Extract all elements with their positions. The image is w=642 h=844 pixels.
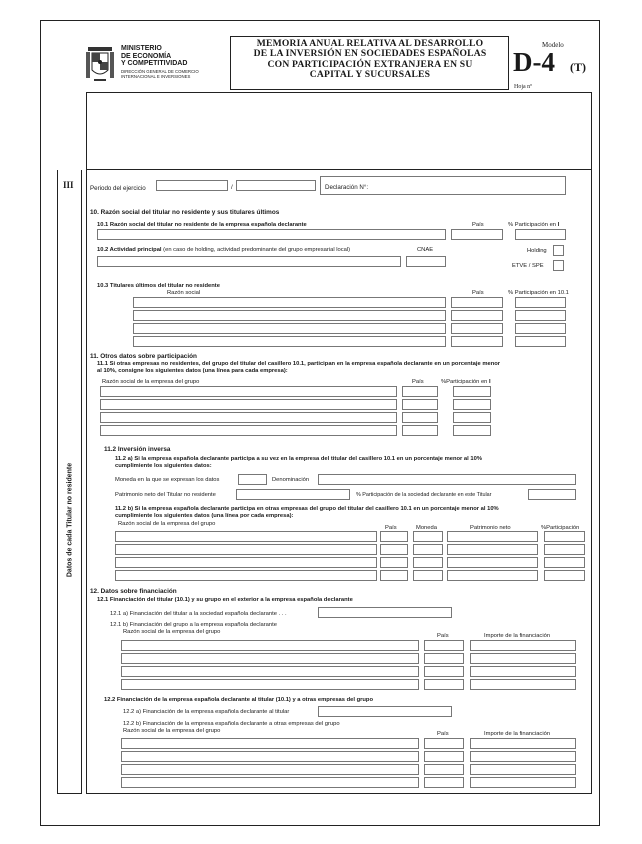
periodo-separator: / <box>231 184 233 191</box>
s103-row-pct-input[interactable] <box>515 297 566 308</box>
s122b-row-razon-input[interactable] <box>121 777 419 788</box>
s103-row-pct-input[interactable] <box>515 323 566 334</box>
s103-row-razon-input[interactable] <box>133 297 446 308</box>
s121b-row-razon-input[interactable] <box>121 640 419 651</box>
etve-label: ETVE / SPE <box>512 263 544 269</box>
s103-row-pct-input[interactable] <box>515 336 566 347</box>
periodo-end-input[interactable] <box>236 180 316 191</box>
s121b-row-importe-input[interactable] <box>470 679 576 690</box>
s111-razon-header: Razón social de la empresa del grupo <box>102 379 200 385</box>
section-number: III <box>63 180 74 190</box>
s103-row-razon-input[interactable] <box>133 323 446 334</box>
s121b-row-importe-input[interactable] <box>470 653 576 664</box>
s101-label: 10.1 Razón social del titular no residente de la empresa española declarante <box>97 222 307 228</box>
s103-row-pais-input[interactable] <box>451 323 503 334</box>
s101-pais-input[interactable] <box>451 229 503 240</box>
s10-title: 10. Razón social del titular no residente y sus titulares últimos <box>90 209 280 216</box>
s121b-importe-header: Importe de la financiación <box>484 633 551 639</box>
cnae-label: CNAE <box>417 247 434 253</box>
s112b-row-pais-input[interactable] <box>380 531 408 542</box>
s122b-razon-header: Razón social de la empresa del grupo <box>123 728 221 734</box>
s112b-row-patrimonio-input[interactable] <box>447 544 538 555</box>
ministry-name <box>121 45 199 79</box>
s112b-row-pct-input[interactable] <box>544 544 585 555</box>
s112b-razon-header: Razón social de la empresa del grupo <box>118 521 216 527</box>
s103-row-pais-input[interactable] <box>451 297 503 308</box>
s112b-line-1: 11.2 b) Si la empresa española declarante participa en otras empresas del grupo del titular del casillero 10.1 en un porcentaje menor al 10% <box>115 506 499 512</box>
s11-title: 11. Otros datos sobre participación <box>90 353 197 360</box>
s112b-row-pct-input[interactable] <box>544 557 585 568</box>
s112b-line-2: cumplimiente los siguientes datos (una línea por cada empresa): <box>115 513 294 519</box>
pct-sociedad-input[interactable] <box>528 489 576 500</box>
s121-title: 12.1 Financiación del titular (10.1) y su grupo en el exterior a la empresa española declarante <box>97 597 353 603</box>
s111-pct-header: %Participación en I <box>441 379 491 385</box>
s103-razon-header: Razón social <box>167 290 201 296</box>
s111-row-pct-input[interactable] <box>453 399 491 410</box>
s112a-line-2: cumplimiente los siguientes datos: <box>115 463 212 469</box>
s121b-row-pais-input[interactable] <box>424 640 464 651</box>
s101-razon-input[interactable] <box>97 229 446 240</box>
s121b-row-pais-input[interactable] <box>424 679 464 690</box>
s111-row-pais-input[interactable] <box>402 412 438 423</box>
s122b-row-importe-input[interactable] <box>470 751 576 762</box>
s10-pais-header: País <box>472 222 484 228</box>
moneda-datos-input[interactable] <box>238 474 267 485</box>
s121b-razon-header: Razón social de la empresa del grupo <box>123 629 221 635</box>
s102-rest: (en caso de holding, actividad predominante del grupo empresarial local) <box>163 247 351 253</box>
s12-title: 12. Datos sobre financiación <box>90 588 177 595</box>
s111-row-razon-input[interactable] <box>100 386 397 397</box>
s122b-row-pais-input[interactable] <box>424 764 464 775</box>
s121b-row-razon-input[interactable] <box>121 653 419 664</box>
s121a-label: 12.1 a) Financiación del titular a la sociedad española declarante . . . <box>110 611 287 617</box>
denominacion-label: Denominación <box>272 477 310 483</box>
s112-title: 11.2 Inversión inversa <box>104 446 171 453</box>
form-title-line-3: CON PARTICIPACIÓN EXTRANJERA EN SU <box>267 58 473 70</box>
s122b-row-razon-input[interactable] <box>121 751 419 762</box>
holding-checkbox[interactable] <box>553 245 564 256</box>
s111-row-pct-input[interactable] <box>453 386 491 397</box>
ministry-logo <box>86 44 114 84</box>
etve-checkbox[interactable] <box>553 260 564 271</box>
stamp-area <box>86 92 592 170</box>
s111-row-razon-input[interactable] <box>100 399 397 410</box>
s103-label: 10.3 Titulares últimos del titular no residente <box>97 283 220 289</box>
s112b-row-razon-input[interactable] <box>115 570 377 581</box>
s122b-row-razon-input[interactable] <box>121 738 419 749</box>
s122b-row-razon-input[interactable] <box>121 764 419 775</box>
s111-row-pais-input[interactable] <box>402 386 438 397</box>
s122b-importe-header: Importe de la financiación <box>484 731 551 737</box>
s122a-label: 12.2 a) Financiación de la empresa española declarante al titular <box>123 709 290 715</box>
s112b-row-pct-input[interactable] <box>544 570 585 581</box>
s102-cnae-input[interactable] <box>406 256 446 267</box>
s103-row-pais-input[interactable] <box>451 336 503 347</box>
periodo-start-input[interactable] <box>156 180 228 191</box>
s101-pct-input[interactable] <box>515 229 566 240</box>
s111-row-pais-input[interactable] <box>402 399 438 410</box>
s103-row-pct-input[interactable] <box>515 310 566 321</box>
s122a-input[interactable] <box>318 706 452 717</box>
modelo-label: Modelo <box>542 41 564 49</box>
s122b-row-pais-input[interactable] <box>424 738 464 749</box>
s112b-pct-header: %Participación <box>541 525 580 531</box>
s102-label <box>97 247 350 254</box>
periodo-label: Periodo del ejercicio <box>90 185 146 192</box>
s112b-row-razon-input[interactable] <box>115 544 377 555</box>
moneda-datos-label: Moneda en la que se expresan los datos <box>115 477 220 483</box>
s112b-patrimonio-header: Patrimonio neto <box>470 525 511 531</box>
s121b-pais-header: País <box>437 633 449 639</box>
s112b-row-moneda-input[interactable] <box>413 557 443 568</box>
s112b-row-patrimonio-input[interactable] <box>447 570 538 581</box>
s121b-row-importe-input[interactable] <box>470 666 576 677</box>
s122b-row-importe-input[interactable] <box>470 764 576 775</box>
s103-row-razon-input[interactable] <box>133 336 446 347</box>
s112b-row-pais-input[interactable] <box>380 544 408 555</box>
s122b-pais-header: País <box>437 731 449 737</box>
s112b-row-pais-input[interactable] <box>380 570 408 581</box>
pct-sociedad-label: % Participación de la sociedad declarante en este Titular <box>356 492 492 498</box>
s102-actividad-input[interactable] <box>97 256 401 267</box>
s121b-row-razon-input[interactable] <box>121 666 419 677</box>
s122b-row-pais-input[interactable] <box>424 777 464 788</box>
s112b-row-pais-input[interactable] <box>380 557 408 568</box>
form-title <box>237 39 503 81</box>
s121b-row-razon-input[interactable] <box>121 679 419 690</box>
section-side-label: Datos de cada Titular no residente <box>66 462 74 578</box>
s103-pais-header: País <box>472 290 484 296</box>
s112a-line-1: 11.2 a) Si la empresa española declarante participa a su vez en la empresa del titular del casillero 10.1 en un porcentaje menor al 10% <box>115 456 482 462</box>
s112b-pais-header: País <box>385 525 397 531</box>
modelo-code: D-4 <box>513 47 555 77</box>
s111-line-1: 11.1 Si otras empresas no residentes, del grupo del titular del casillero 10.1, participan en la empresa española declarante en un porcentaje menor <box>97 361 501 367</box>
s121b-row-importe-input[interactable] <box>470 640 576 651</box>
ministry-line-1: MINISTERIO <box>121 45 162 52</box>
s121b-row-pais-input[interactable] <box>424 666 464 677</box>
modelo-suffix: (T) <box>570 60 586 74</box>
patrimonio-input[interactable] <box>236 489 350 500</box>
s112b-moneda-header: Moneda <box>416 525 437 531</box>
s111-row-razon-input[interactable] <box>100 412 397 423</box>
directorate-line-1: DIRECCIÓN GENERAL DE COMERCIO <box>121 68 199 74</box>
s111-row-pais-input[interactable] <box>402 425 438 436</box>
directorate-line-2: INTERNACIONAL E INVERSIONES <box>121 73 191 79</box>
s122-title: 12.2 Financiación de la empresa española declarante al titular (10.1) y a otras empresas del grupo <box>104 697 374 703</box>
declaracion-label: Declaración N°: <box>325 184 369 191</box>
s121a-input[interactable] <box>318 607 452 618</box>
s111-row-pct-input[interactable] <box>453 412 491 423</box>
form-title-line-1: MEMORIA ANUAL RELATIVA AL DESARROLLO <box>256 38 484 49</box>
s103-row-pais-input[interactable] <box>451 310 503 321</box>
s122b-row-importe-input[interactable] <box>470 738 576 749</box>
s112b-row-patrimonio-input[interactable] <box>447 531 538 542</box>
denominacion-input[interactable] <box>318 474 576 485</box>
s111-line-2: al 10%, consigne los siguientes datos (una línea para cada empresa): <box>97 368 288 374</box>
s112b-row-pct-input[interactable] <box>544 531 585 542</box>
patrimonio-label: Patrimonio neto del Titular no residente <box>115 492 216 498</box>
s111-pais-header: País <box>412 379 424 385</box>
hoja-label: Hoja nº <box>514 84 533 90</box>
form-title-line-4: CAPITAL Y SUCURSALES <box>309 69 431 81</box>
s122b-row-importe-input[interactable] <box>470 777 576 788</box>
s103-pct-header: % Participación en 10.1 <box>508 290 569 296</box>
s112b-row-razon-input[interactable] <box>115 557 377 568</box>
ministry-line-3: Y COMPETITIVIDAD <box>121 60 188 68</box>
s112b-row-moneda-input[interactable] <box>413 544 443 555</box>
s10-pct-header: % Participación en I <box>508 222 560 228</box>
s10-pct-text: % Participación en <box>508 222 557 228</box>
s122b-label: 12.2 b) Financiación de la empresa española declarante a otras empresas del grupo <box>123 721 340 727</box>
s102-bold: 10.2 Actividad principal <box>97 247 162 253</box>
form-title-line-2: DE LA INVERSIÓN EN SOCIEDADES ESPAÑOLAS <box>253 48 487 60</box>
s112b-row-moneda-input[interactable] <box>413 531 443 542</box>
holding-label: Holding <box>527 248 547 254</box>
s121b-row-pais-input[interactable] <box>424 653 464 664</box>
s103-row-razon-input[interactable] <box>133 310 446 321</box>
ministry-line-2: DE ECONOMÍA <box>121 52 172 60</box>
s111-row-razon-input[interactable] <box>100 425 397 436</box>
s111-pct-text: %Participación en <box>441 379 488 385</box>
s112b-row-patrimonio-input[interactable] <box>447 557 538 568</box>
s112b-row-razon-input[interactable] <box>115 531 377 542</box>
s112b-row-moneda-input[interactable] <box>413 570 443 581</box>
s111-row-pct-input[interactable] <box>453 425 491 436</box>
s122b-row-pais-input[interactable] <box>424 751 464 762</box>
s121b-label: 12.1 b) Financiación del grupo a la empresa española declarante <box>110 622 277 628</box>
